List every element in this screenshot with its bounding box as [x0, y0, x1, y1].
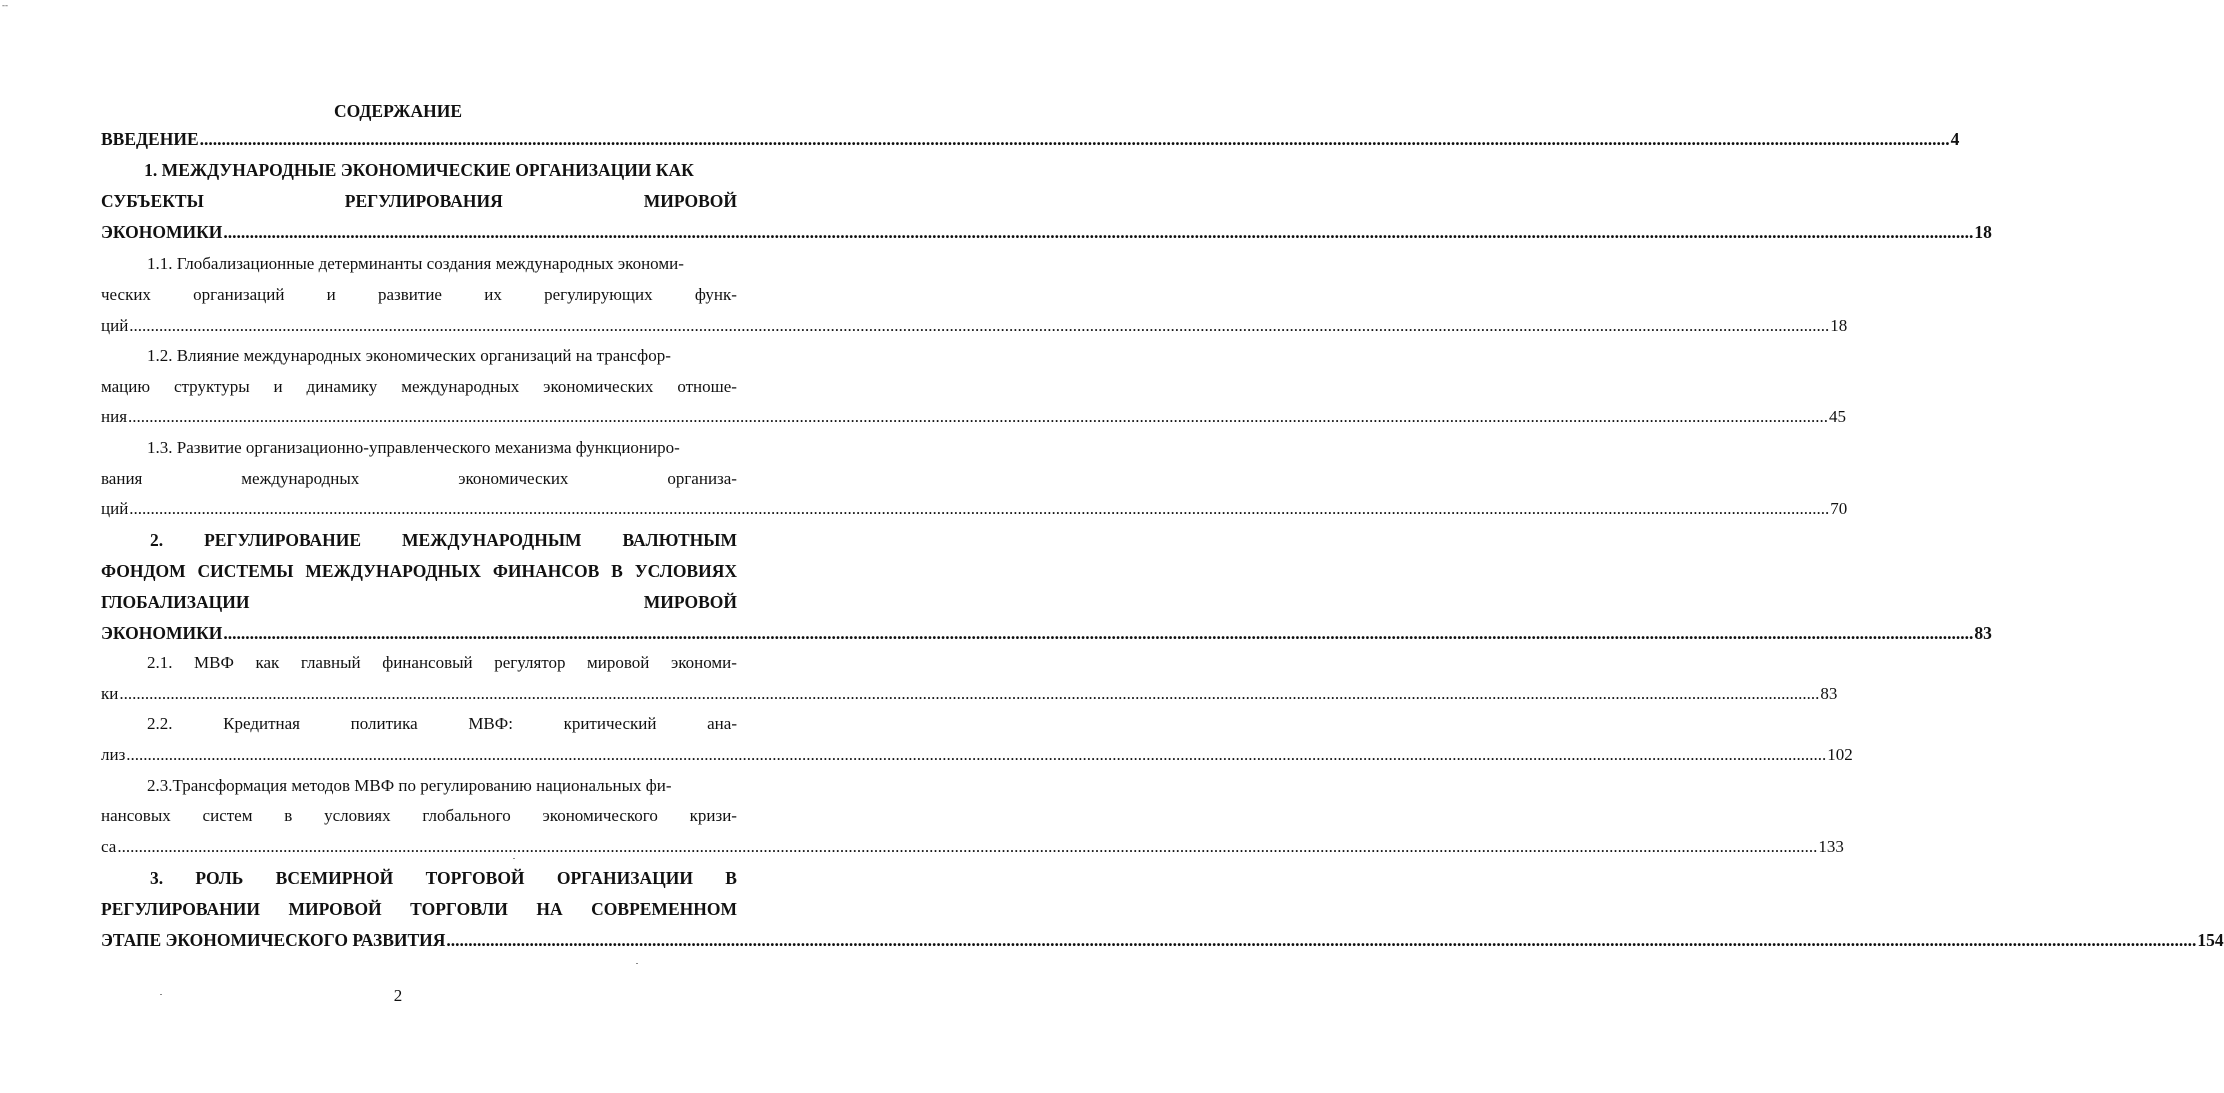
toc-word: критический: [563, 714, 657, 733]
toc-entry-label: ций: [101, 499, 129, 518]
toc-word: РЕГУЛИРОВАНИИ: [101, 899, 260, 919]
section-1-3-line-2[interactable]: [101, 464, 737, 494]
section-2-3-line-2[interactable]: [101, 801, 737, 831]
chapter-1-heading-line-1[interactable]: 1. МЕЖДУНАРОДНЫЕ ЭКОНОМИЧЕСКИЕ ОРГАНИЗАЦИИ КАК: [144, 160, 694, 180]
toc-word: ОРГАНИЗАЦИИ: [556, 868, 693, 888]
toc-entry-label: ций: [101, 316, 129, 335]
section-1-3-line-1[interactable]: 1.3. Развитие организационно-управленческого механизма функциониро-: [147, 438, 680, 457]
toc-word: политика: [350, 714, 418, 733]
toc-entry-label: ки: [101, 684, 119, 703]
page-number: 2: [393, 986, 403, 1005]
leader-dots: ................................................................................................................................................................................................................................................................................................................................................................................................................: [117, 837, 1818, 856]
toc-word: ТОРГОВОЙ: [425, 868, 525, 888]
toc-word: РЕГУЛИРОВАНИЕ: [204, 530, 362, 550]
toc-word: 2.2.: [147, 714, 173, 733]
toc-word: СОВРЕМЕННОМ: [591, 899, 737, 919]
toc-word: организа-: [667, 469, 737, 488]
toc-word: НА: [536, 899, 563, 919]
toc-entry-label: ЭКОНОМИКИ: [101, 222, 223, 242]
toc-word: глобального: [422, 806, 511, 825]
chapter-2-heading-line-4[interactable]: [101, 618, 1992, 648]
toc-word: МИРОВОЙ: [643, 592, 737, 612]
toc-word: МИРОВОЙ: [643, 191, 737, 211]
toc-page-number: 154: [2197, 930, 2224, 950]
leader-dots: ................................................................................................................................................................................................................................................................................................................................................................................................................: [129, 499, 1830, 518]
toc-word: нансовых: [101, 806, 171, 825]
section-1-1-line-3[interactable]: [101, 311, 1848, 341]
section-1-2-line-1[interactable]: 1.2. Влияние международных экономических организаций на трансфор-: [147, 346, 671, 365]
toc-page-number: 18: [1974, 222, 1992, 242]
toc-page-number: 70: [1830, 499, 1848, 518]
section-1-2-line-2[interactable]: [101, 372, 737, 402]
section-1-3-line-3[interactable]: [101, 494, 1848, 524]
toc-page-number: 102: [1827, 745, 1853, 764]
toc-word: МВФ: [194, 653, 234, 672]
toc-word: развитие: [378, 285, 442, 304]
section-2-2-line-2[interactable]: [101, 740, 1853, 770]
toc-word: международных: [401, 377, 520, 396]
toc-word: мировой: [587, 653, 650, 672]
leader-dots: ................................................................................................................................................................................................................................................................................................................................................................................................................: [223, 222, 1974, 242]
toc-word: ТОРГОВЛИ: [410, 899, 508, 919]
scan-corner-mark: --: [2, 0, 8, 10]
toc-word: их: [484, 285, 502, 304]
leader-dots: ................................................................................................................................................................................................................................................................................................................................................................................................................: [223, 623, 1974, 643]
toc-word: систем: [202, 806, 253, 825]
toc-entry-label: ния: [101, 407, 128, 426]
section-2-2-line-1[interactable]: [147, 709, 737, 739]
toc-entry-introduction[interactable]: [101, 124, 1960, 154]
toc-word: условиях: [324, 806, 391, 825]
toc-word: 2.: [150, 530, 164, 550]
chapter-1-heading-line-3[interactable]: [101, 217, 1992, 247]
toc-word: ВАЛЮТНЫМ: [622, 530, 737, 550]
toc-word: организаций: [193, 285, 285, 304]
toc-page-number: 83: [1974, 623, 1992, 643]
toc-entry-label: лиз: [101, 745, 126, 764]
chapter-3-heading-line-1[interactable]: [150, 863, 737, 893]
leader-dots: ................................................................................................................................................................................................................................................................................................................................................................................................................: [199, 129, 1950, 149]
section-2-3-line-1[interactable]: 2.3.Трансформация методов МВФ по регулированию национальных фи-: [147, 776, 672, 795]
leader-dots: ................................................................................................................................................................................................................................................................................................................................................................................................................: [446, 930, 2197, 950]
toc-page-number: 45: [1829, 407, 1847, 426]
leader-dots: ................................................................................................................................................................................................................................................................................................................................................................................................................: [126, 745, 1827, 764]
toc-word: экономических: [543, 377, 654, 396]
toc-page-number: 83: [1820, 684, 1838, 703]
toc-page-number: 18: [1830, 316, 1848, 335]
chapter-1-heading-line-2[interactable]: [101, 186, 737, 216]
toc-word: экономи-: [670, 653, 737, 672]
leader-dots: ................................................................................................................................................................................................................................................................................................................................................................................................................: [129, 316, 1830, 335]
chapter-2-heading-line-3[interactable]: [101, 587, 737, 617]
toc-word: отноше-: [677, 377, 737, 396]
section-2-1-line-1[interactable]: [147, 648, 737, 678]
toc-word: международных: [241, 469, 360, 488]
toc-word: ана-: [707, 714, 737, 733]
section-2-3-line-3[interactable]: [101, 832, 1844, 862]
toc-word: динамику: [306, 377, 378, 396]
toc-word: Кредитная: [223, 714, 300, 733]
leader-dots: ................................................................................................................................................................................................................................................................................................................................................................................................................: [128, 407, 1829, 426]
toc-entry-label: ЭТАПЕ ЭКОНОМИЧЕСКОГО РАЗВИТИЯ: [101, 930, 446, 950]
toc-word: регулирующих: [544, 285, 653, 304]
scan-speck: [636, 963, 638, 964]
toc-word: ческих: [101, 285, 151, 304]
toc-word: кризи-: [689, 806, 737, 825]
toc-word: ВСЕМИРНОЙ: [275, 868, 394, 888]
toc-page-number: 4: [1950, 129, 1960, 149]
chapter-3-heading-line-3[interactable]: [101, 925, 2224, 955]
toc-word: РЕГУЛИРОВАНИЯ: [344, 191, 503, 211]
toc-word: главный: [300, 653, 361, 672]
toc-word: СУБЪЕКТЫ: [101, 191, 204, 211]
scan-speck: [513, 858, 515, 859]
toc-word: и: [273, 377, 283, 396]
toc-entry-label: ЭКОНОМИКИ: [101, 623, 223, 643]
chapter-2-heading-line-1[interactable]: [150, 525, 737, 555]
chapter-2-heading-line-2[interactable]: ФОНДОМ СИСТЕМЫ МЕЖДУНАРОДНЫХ ФИНАНСОВ В УСЛОВИЯХ: [101, 561, 737, 581]
toc-word: структуры: [174, 377, 250, 396]
toc-word: 2.1.: [147, 653, 173, 672]
toc-word: экономического: [542, 806, 658, 825]
toc-entry-label: ВВЕДЕНИЕ: [101, 129, 199, 149]
section-1-2-line-3[interactable]: [101, 402, 1847, 432]
toc-page-number: 133: [1818, 837, 1844, 856]
section-1-1-line-1[interactable]: 1.1. Глобализационные детерминанты создания международных экономи-: [147, 254, 684, 273]
toc-word: МИРОВОЙ: [288, 899, 382, 919]
toc-word: финансовый: [382, 653, 473, 672]
leader-dots: ................................................................................................................................................................................................................................................................................................................................................................................................................: [119, 684, 1820, 703]
toc-word: ГЛОБАЛИЗАЦИИ: [101, 592, 250, 612]
toc-word: мацию: [101, 377, 151, 396]
toc-word: РОЛЬ: [195, 868, 244, 888]
toc-title: СОДЕРЖАНИЕ: [333, 101, 462, 121]
toc-word: МВФ:: [468, 714, 513, 733]
toc-word: регулятор: [494, 653, 566, 672]
toc-word: вания: [101, 469, 143, 488]
chapter-3-heading-line-2[interactable]: [101, 894, 737, 924]
section-1-1-line-2[interactable]: [101, 280, 737, 310]
toc-word: МЕЖДУНАРОДНЫМ: [402, 530, 582, 550]
section-2-1-line-2[interactable]: [101, 679, 1838, 709]
toc-word: функ-: [694, 285, 737, 304]
toc-word: как: [255, 653, 280, 672]
toc-entry-label: са: [101, 837, 117, 856]
toc-word: 3.: [150, 868, 164, 888]
toc-word: и: [326, 285, 336, 304]
toc-word: в: [284, 806, 293, 825]
toc-word: В: [725, 868, 737, 888]
toc-word: экономических: [458, 469, 569, 488]
